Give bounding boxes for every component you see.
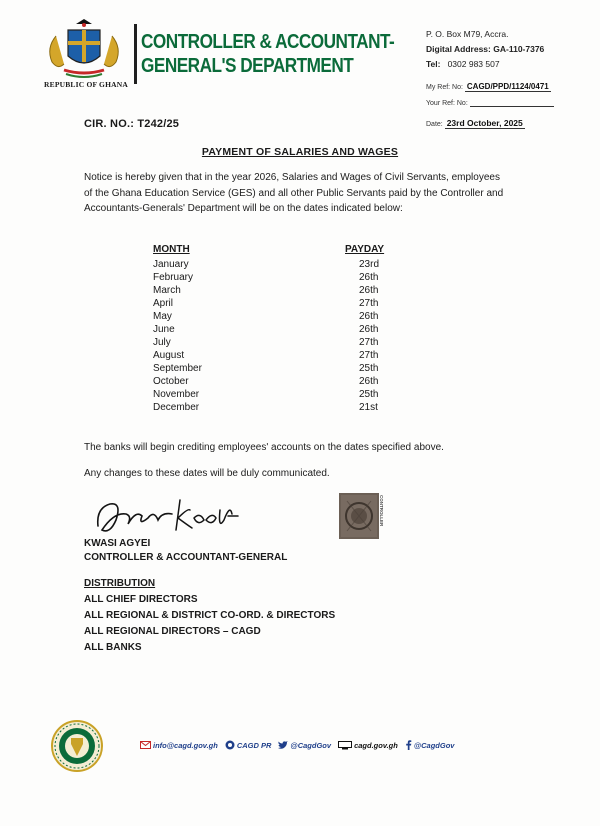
footer-contacts	[140, 740, 461, 750]
schedule-row: February 26th	[153, 272, 379, 283]
schedule-row: November 25th	[153, 389, 379, 400]
signer-name: KWASI AGYEI	[84, 538, 151, 549]
footer-twitter[interactable]: @CagdGov	[278, 741, 331, 750]
address: P. O. Box M79, Accra.	[426, 29, 509, 39]
signer-block	[84, 537, 287, 565]
banks-note: The banks will begin crediting employees' accounts on the dates specified above.	[84, 442, 444, 453]
schedule-row: January 23rd	[153, 259, 380, 270]
circular-number: CIR. NO.: T242/25	[84, 118, 180, 130]
distribution-item: ALL CHIEF DIRECTORS	[84, 594, 198, 605]
schedule-row: July 27th	[153, 337, 379, 348]
schedule-row: September 25th	[153, 363, 379, 374]
changes-note: Any changes to these dates will be duly communicated.	[84, 468, 330, 479]
contact-block	[426, 27, 544, 72]
footer-pr[interactable]: CAGD PR	[225, 740, 272, 750]
document-title: PAYMENT OF SALARIES AND WAGES	[201, 146, 399, 158]
facebook-icon	[405, 740, 412, 750]
footer-facebook[interactable]: @CagdGov	[405, 740, 455, 750]
ghana-coat-of-arms-icon	[44, 18, 124, 82]
website-icon	[338, 741, 352, 750]
header-divider	[134, 24, 137, 84]
distribution-item: ALL REGIONAL DIRECTORS – CAGD	[84, 626, 261, 637]
schedule-header	[153, 244, 393, 257]
org-name-line-2: GENERAL'S DEPARTMENT	[141, 55, 354, 77]
footer-email[interactable]: info@cagd.gov.gh	[140, 741, 218, 750]
pr-icon	[225, 740, 235, 750]
payday-header: PAYDAY	[345, 244, 385, 255]
twitter-icon	[278, 741, 288, 750]
distribution-heading: DISTRIBUTION	[84, 578, 156, 589]
my-ref: My Ref: No: CAGD/PPD/1124/0471	[426, 82, 549, 91]
distribution-block	[84, 576, 335, 656]
date: Date: 23rd October, 2025	[426, 118, 523, 128]
schedule-row: May 26th	[153, 311, 379, 322]
coat-caption: REPUBLIC OF GHANA	[44, 80, 128, 89]
cagd-logo-icon	[50, 718, 104, 774]
schedule-row: June 26th	[153, 324, 379, 335]
month-header: MONTH	[153, 244, 190, 255]
org-name	[141, 30, 394, 78]
telephone: Tel: 0302 983 507	[426, 59, 500, 69]
schedule-row: April 27th	[153, 298, 379, 309]
schedule-row: August 27th	[153, 350, 379, 361]
signature-icon	[92, 490, 252, 542]
your-ref: Your Ref: No:	[426, 100, 554, 107]
schedule-row: December 21st	[153, 402, 378, 413]
notice-paragraph: Notice is hereby given that in the year 2026, Salaries and Wages of Civil Servants, employees of the Ghana Education Service (GES) and all other Public Servants paid by the Controller and Accountants-Generals' Department will be on the dates indicated below:	[84, 172, 504, 214]
distribution-item: ALL REGIONAL & DISTRICT CO-ORD. & DIRECTORS	[84, 610, 336, 621]
digital-address: Digital Address: GA-110-7376	[426, 44, 545, 54]
official-stamp	[339, 489, 389, 541]
footer-website[interactable]: cagd.gov.gh	[338, 741, 398, 750]
distribution-item: ALL BANKS	[84, 642, 142, 653]
schedule-row: October 26th	[153, 376, 379, 387]
signer-title: CONTROLLER & ACCOUNTANT-GENERAL	[84, 552, 288, 563]
org-name-line-1: CONTROLLER & ACCOUNTANT-	[141, 31, 395, 53]
mail-icon	[140, 741, 151, 749]
stamp-label: CONTROLLER	[379, 495, 384, 527]
schedule-row: March 26th	[153, 285, 379, 296]
